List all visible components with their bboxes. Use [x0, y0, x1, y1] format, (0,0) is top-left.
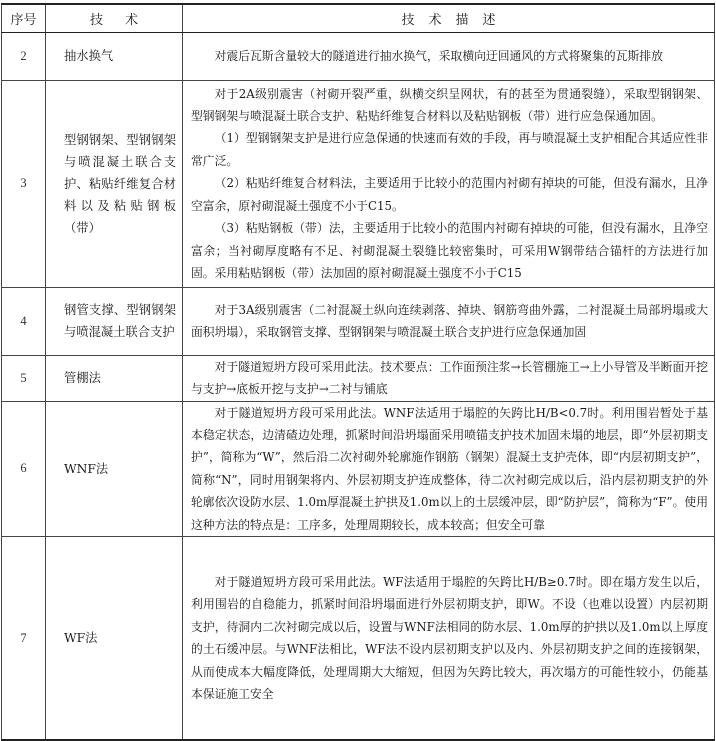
row-number: 7: [2, 536, 46, 740]
description-paragraph: 对于隧道短坍方段可采用此法。WF法适用于塌腔的矢跨比H/B≥0.7时。即在塌方发生以后，利用围岩的自稳能力，抓紧时间沿坍塌面进行外层初期支护，即W。不设（也难以设置）内层初期支护，待洞内二次衬砌完成以后，设置与WNF法相同的防水层、1.0m厚的护拱以及1.0m以上厚度的土石缓冲层。与WNF法相比，WF法不设内层初期支护以及内、外层初期支护之间的连接钢架，从而使成本大幅度降低，处理周期大大缩短，但因为矢跨比较大，再次塌方的可能性较小，仍能基本保证施工安全: [191, 574, 708, 701]
description-paragraph: 对于2A级别震害（衬砌开裂严重，纵横交织呈网状，有的甚至为贯通裂缝），采取型钢钢架、型钢钢架与喷混凝土联合支护、粘贴纤维复合材料以及粘贴钢板（带）进行应急保通加固。: [191, 86, 708, 124]
technique-description: [183, 355, 715, 401]
technique-name: WNF法: [46, 401, 183, 536]
technique-name: 管棚法: [46, 355, 183, 401]
technique-name: 抽水换气: [46, 32, 183, 80]
description-paragraph: 对于隧道短坍方段可采用此法。技术要点：工作面预注浆→长管棚施工→上小导管及半断面开挖与支护→底板开挖与支护→二衬与铺底: [191, 359, 708, 396]
description-paragraph: 对震后瓦斯含量较大的隧道进行抽水换气，采取横向迂回通风的方式将聚集的瓦斯排放: [214, 48, 663, 63]
header-serial-number: 序号: [2, 4, 46, 32]
technique-name: WF法: [46, 536, 183, 740]
row-number: 5: [2, 355, 46, 401]
technique-table: [1, 3, 715, 741]
technique-description: [183, 287, 715, 355]
description-paragraph: 对于隧道短坍方段可采用此法。WNF法适用于塌腔的矢跨比H/B<0.7时。利用围岩暂处于基本稳定状态，边清碴边处理，抓紧时间沿坍塌面采用喷锚支护技术加固未塌的地层，即“外层初期支护”，简称为“W”，然后沿二次衬砌外轮廓施作钢筋（钢架）混凝土支护壳体，即“内层初期支护”，简称“N”，同时用钢架将内、外层初期支护连成整体，待二次衬砌完成以后，沿内层初期支护的外轮廓依次设防水层、1.0m厚混凝土护拱及1.0m以上的土层缓冲层，即“防护层”，简称为“F”。使用这种方法的特点是：工序多，处理周期较长，成本较高；但安全可靠: [191, 405, 708, 532]
description-paragraph: （2）粘贴纤维复合材料法，主要适用于比较小的范围内衬砌有掉块的可能，但没有漏水，且净空富余，原衬砌混凝土强度不小于C15。: [191, 176, 708, 213]
table-row: [2, 355, 715, 401]
header-technique-description: 技术描述: [183, 4, 715, 32]
description-paragraph: （1）型钢钢架支护是进行应急保通的快速而有效的手段，再与喷混凝土支护相配合其适应性非常广泛。: [191, 131, 708, 168]
table-row: [2, 32, 715, 80]
header-technique: 技术: [46, 4, 183, 32]
technique-name: 钢管支撑、型钢钢架与喷混凝土联合支护: [46, 287, 183, 355]
table-header-row: [2, 4, 715, 32]
technique-description: [183, 536, 715, 740]
description-paragraph: （3）粘贴钢板（带）法，主要适用于比较小的范围内衬砌有掉块的可能，但没有漏水，且净空富余；当衬砌厚度略有不足、衬砌混凝土裂缝比较密集时，可采用W钢带结合锚杆的方法进行加固。采用粘贴钢板（带）法加固的原衬砌混凝土强度不小于C15: [191, 221, 708, 280]
row-number: 3: [2, 80, 46, 287]
technique-description: [183, 401, 715, 536]
technique-name: 型钢钢架、型钢钢架与喷混凝土联合支护、粘贴纤维复合材料以及粘贴钢板（带）: [46, 80, 183, 287]
row-number: 4: [2, 287, 46, 355]
technique-description: [183, 80, 715, 287]
table-row: [2, 80, 715, 287]
row-number: 2: [2, 32, 46, 80]
description-paragraph: 对于3A级别震害（二衬混凝土纵向连续剥落、掉块、钢筋弯曲外露，二衬混凝土局部坍塌或大面积坍塌），采取钢管支撑、型钢钢架与喷混凝土联合支护进行应急保通加固: [191, 302, 708, 339]
technique-description: [183, 32, 715, 80]
table-row: [2, 401, 715, 536]
table-row: [2, 287, 715, 355]
table-row: [2, 536, 715, 740]
row-number: 6: [2, 401, 46, 536]
